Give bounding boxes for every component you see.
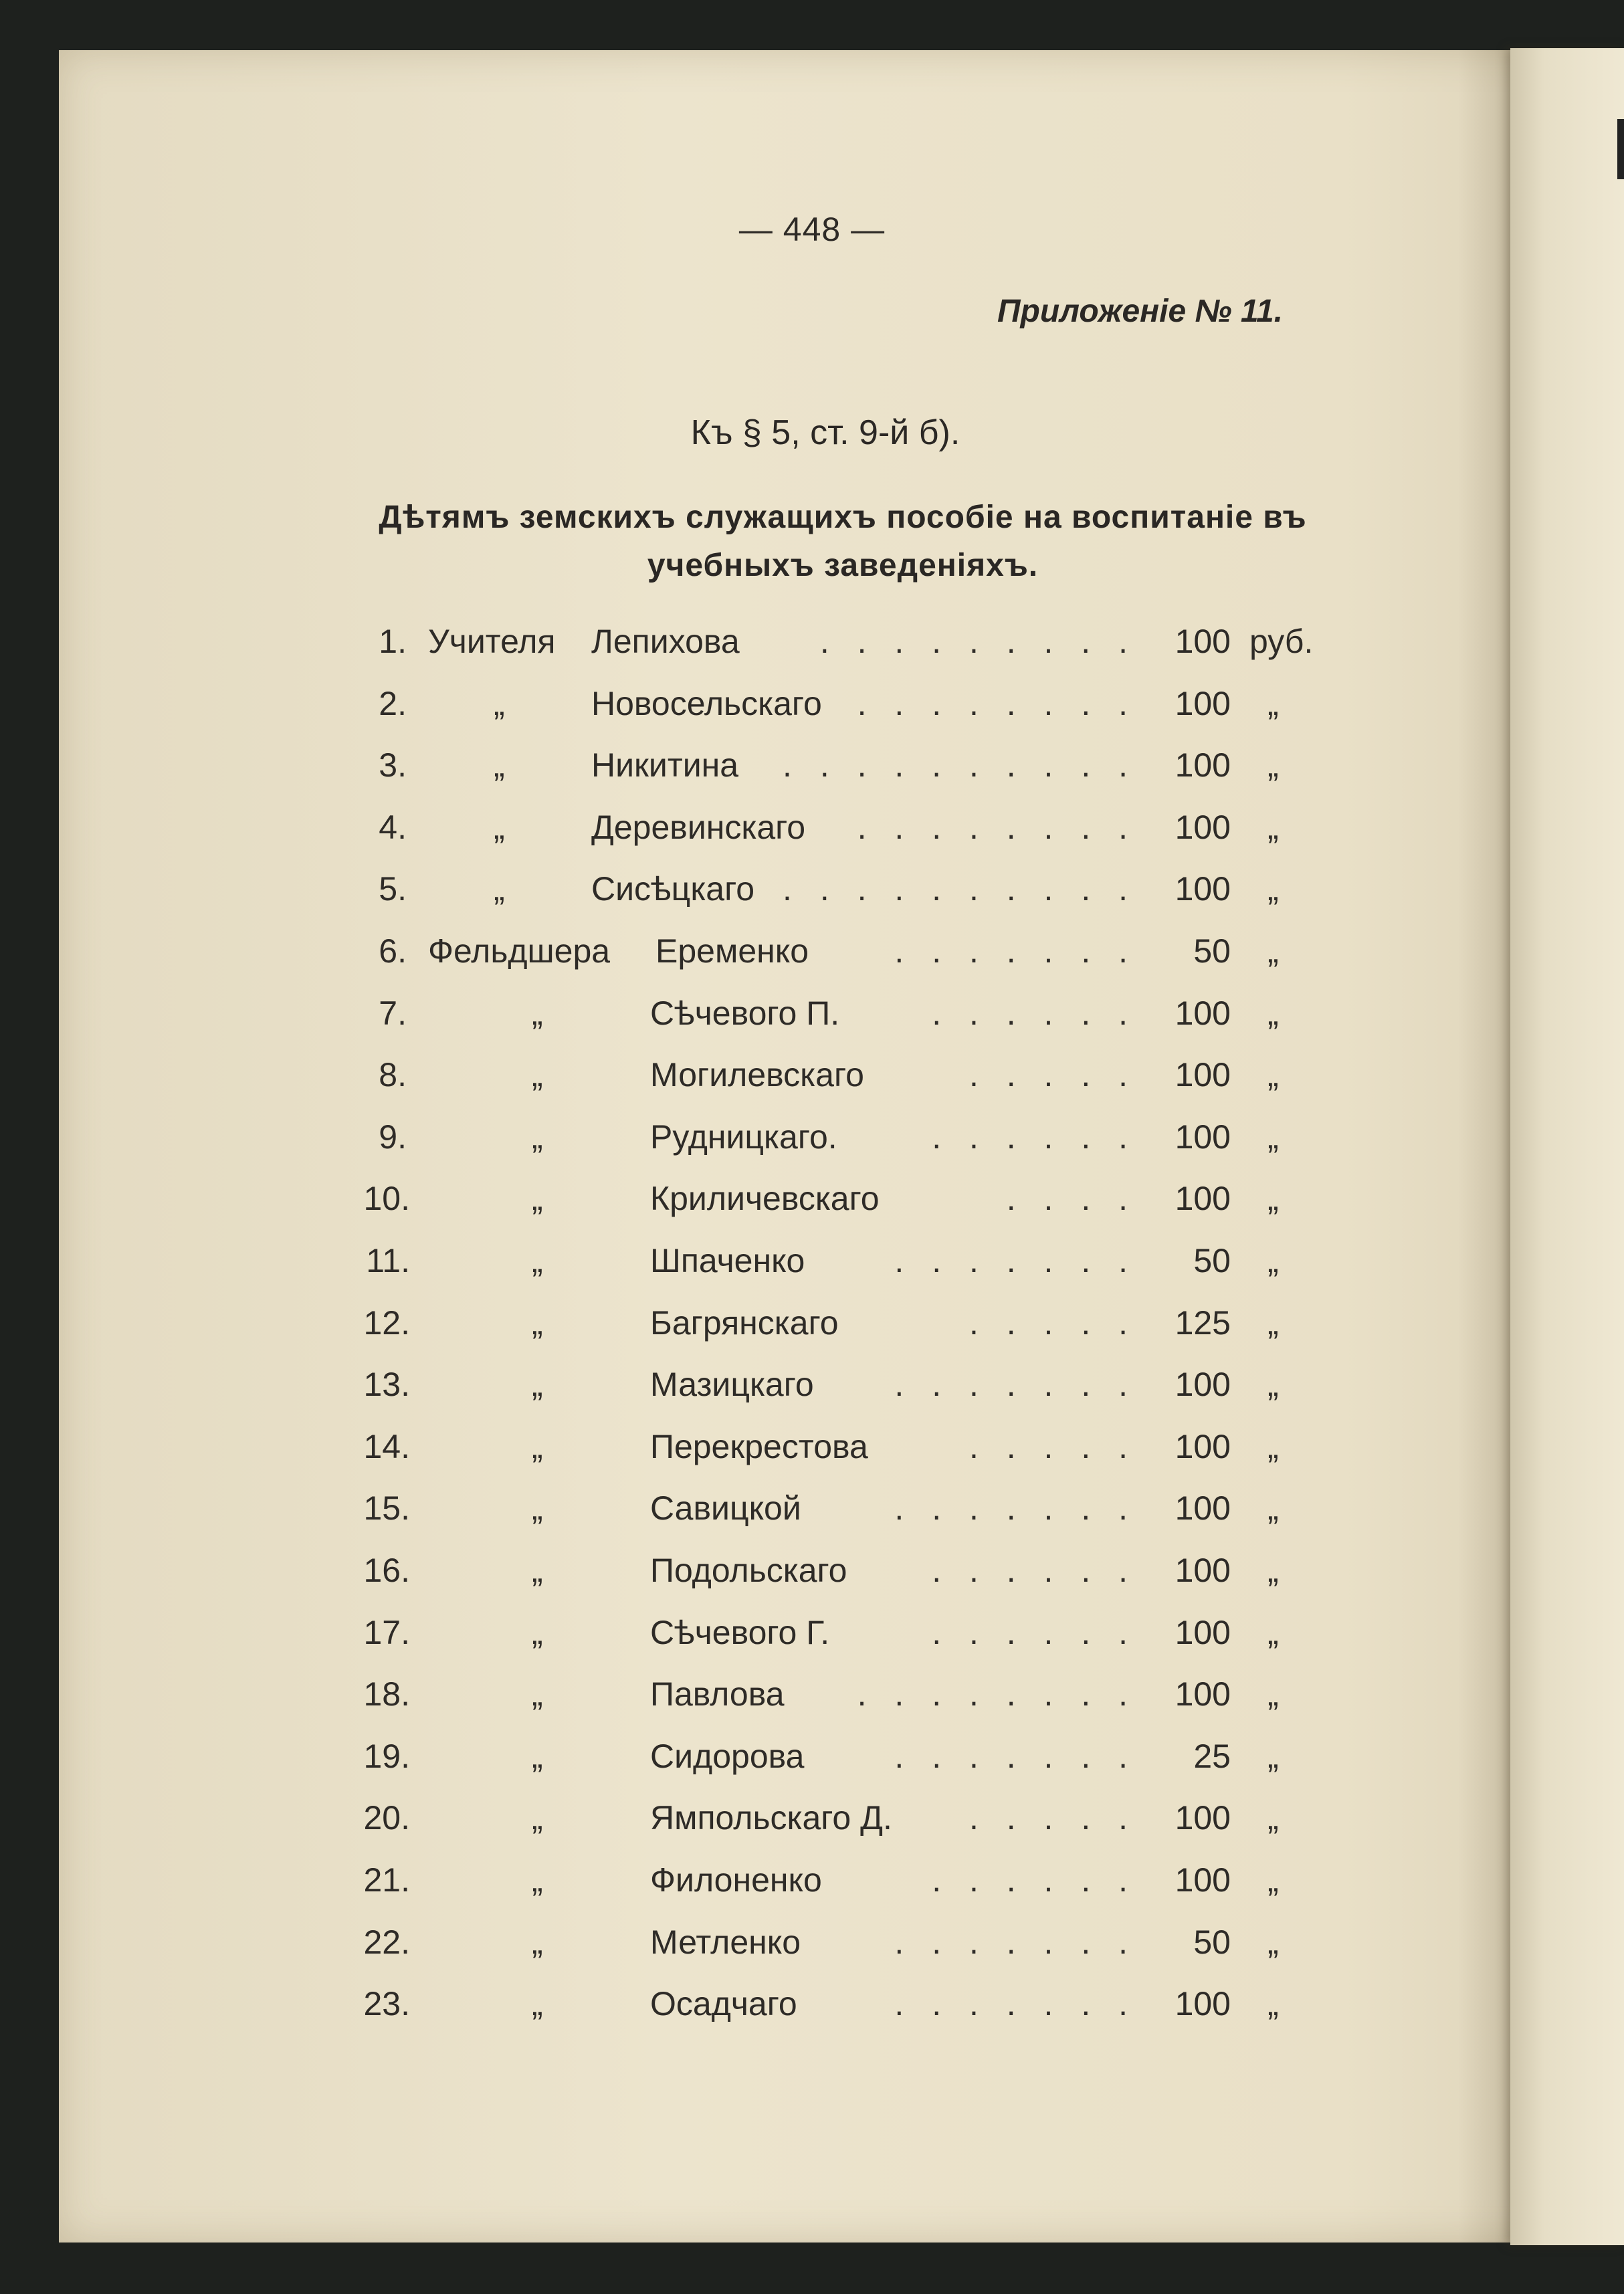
table-row [0,804,1624,851]
ditto-mark: „ [1267,1861,1279,1899]
row-amount: 100 [1175,808,1231,846]
leader-dots: . . . . . . . . [857,1675,1137,1713]
row-number: 11. [366,1242,410,1279]
ditto-mark: „ [532,1923,543,1961]
row-number: 13. [363,1366,410,1404]
leader-dots: . . . . . [969,1799,1137,1837]
row-name: Лепихова [591,623,740,660]
ditto-mark: „ [532,994,543,1032]
row-number: 19. [363,1737,410,1775]
leader-dots: . . . . . [969,1304,1137,1342]
table-row [0,1919,1624,1966]
row-name: Новосельскаго [591,684,822,722]
leader-dots: . . . . . . . [894,1366,1137,1404]
row-name: Никитина [591,746,739,785]
table-row [0,1361,1624,1408]
row-role: Учителя [428,623,556,660]
row-amount: 100 [1175,746,1231,785]
table-row [0,1857,1624,1903]
row-name: Рудницкаго. [650,1118,837,1156]
row-number: 9. [379,1118,407,1156]
ditto-mark: „ [532,1737,543,1775]
leader-dots: . . . . . . . [894,1489,1137,1528]
leader-dots: . . . . . . . . . . [783,746,1137,785]
row-amount: 100 [1175,1118,1231,1156]
row-number: 1. [379,623,407,660]
row-amount: 100 [1175,1180,1231,1218]
row-amount: 100 [1175,684,1231,722]
ditto-mark: „ [1267,1985,1279,2023]
table-heading [354,494,1331,590]
row-name: Сидорова [650,1737,805,1775]
heading-line-1: Дѣтямъ земскихъ служащихъ пособіе на воспитаніе въ [379,500,1307,535]
ditto-mark: „ [1267,1427,1279,1465]
leader-dots: . . . . . . [932,994,1137,1032]
table-row [0,1671,1624,1717]
ditto-mark: „ [1267,1923,1279,1961]
row-name: Мазицкаго [650,1366,814,1404]
table-row [0,1237,1624,1284]
leader-dots: . . . . . . [932,1552,1137,1589]
row-number: 6. [379,932,407,970]
leader-dots: . . . . . . . . [857,684,1137,722]
row-number: 8. [379,1056,407,1094]
ditto-mark: „ [532,1366,543,1404]
ditto-mark: „ [532,1242,543,1279]
row-name: Шпаченко [650,1242,805,1279]
ditto-mark: „ [1267,1180,1279,1218]
table-row [0,928,1624,974]
row-number: 18. [363,1675,410,1713]
ditto-mark: „ [532,1118,543,1156]
row-number: 2. [379,684,407,722]
row-name: Филоненко [650,1861,822,1899]
table-row [0,865,1624,912]
ditto-mark: „ [1267,1366,1279,1404]
ditto-mark: „ [532,1799,543,1837]
row-name: Еременко [655,932,809,970]
table-row [0,990,1624,1037]
row-number: 12. [363,1304,410,1342]
row-number: 22. [363,1923,410,1961]
row-name: Багрянскаго [650,1304,839,1342]
row-name: Могилевскаго [650,1056,864,1094]
row-amount: 125 [1175,1304,1231,1342]
leader-dots: . . . . . . . [894,1737,1137,1775]
ditto-mark: „ [532,1304,543,1342]
ditto-mark: „ [1267,932,1279,970]
row-amount: 100 [1175,1366,1231,1404]
section-reference: Къ § 5, ст. 9-й б). [690,413,960,452]
leader-dots: . . . . . [969,1056,1137,1094]
ditto-mark: „ [1267,746,1279,785]
row-amount: 100 [1175,1056,1231,1094]
table-row [0,1485,1624,1532]
row-name: Павлова [650,1675,785,1713]
ditto-mark: „ [1267,1056,1279,1094]
ditto-mark: „ [494,870,505,908]
row-amount: 100 [1175,1613,1231,1651]
leader-dots: . . . . [1006,1180,1137,1218]
row-amount: 100 [1175,1985,1231,2023]
leader-dots: . . . . . . . . . [819,623,1137,660]
ditto-mark: „ [1267,1242,1279,1279]
table-row [0,680,1624,727]
table-row [0,1299,1624,1346]
row-amount: 100 [1175,1489,1231,1528]
row-number: 23. [363,1985,410,2023]
ditto-mark: „ [1267,1304,1279,1342]
heading-line-2: учебныхъ заведеніяхъ. [647,548,1039,583]
next-page-mark [1617,119,1624,179]
ditto-mark: „ [1267,1613,1279,1651]
row-name: Подольскаго [650,1552,847,1589]
ditto-mark: „ [1267,1799,1279,1837]
row-name: Метленко [650,1923,801,1961]
row-number: 20. [363,1799,410,1837]
row-number: 15. [363,1489,410,1528]
row-role: Фельдшера [428,932,611,970]
ditto-mark: „ [1267,1737,1279,1775]
appendix-label: Приложеніе № 11. [997,294,1283,329]
leader-dots: . . . . . . . [894,1923,1137,1961]
row-number: 17. [363,1613,410,1651]
leader-dots: . . . . . . [932,1118,1137,1156]
table-row [0,1114,1624,1160]
row-name: Сѣчевого П. [650,994,840,1032]
leader-dots: . . . . . . . . [857,808,1137,846]
row-number: 10. [363,1180,410,1218]
leader-dots: . . . . . . . [894,932,1137,970]
ditto-mark: „ [532,1861,543,1899]
row-amount: 25 [1193,1737,1231,1775]
table-row [0,1547,1624,1594]
row-name: Ямпольскаго Д. [650,1799,892,1837]
ditto-mark: „ [532,1985,543,2023]
table-row [0,1609,1624,1656]
ditto-mark: „ [532,1489,543,1528]
table-row [0,1980,1624,2027]
row-number: 7. [379,994,407,1032]
ditto-mark: „ [494,808,505,846]
row-name: Деревинскаго [591,808,806,846]
leader-dots: . . . . . . [932,1861,1137,1899]
ditto-mark: „ [1267,808,1279,846]
ditto-mark: „ [494,684,505,722]
table-row [0,742,1624,789]
row-name: Перекрестова [650,1427,868,1465]
row-amount: 100 [1175,1861,1231,1899]
table-row [0,618,1624,665]
page-number: — 448 — [738,211,886,248]
row-amount: 50 [1193,1242,1231,1279]
row-number: 16. [363,1552,410,1589]
row-name: Криличевскаго [650,1180,880,1218]
row-number: 5. [379,870,407,908]
row-amount: 50 [1193,1923,1231,1961]
leader-dots: . . . . . [969,1427,1137,1465]
row-name: Сѣчевого Г. [650,1613,830,1651]
currency-unit: руб. [1249,623,1314,660]
row-name: Сисѣцкаго [591,870,755,908]
ditto-mark: „ [532,1552,543,1589]
leader-dots: . . . . . . [932,1613,1137,1651]
row-number: 3. [379,746,407,785]
row-number: 4. [379,808,407,846]
ditto-mark: „ [532,1180,543,1218]
table-row [0,1175,1624,1222]
row-amount: 100 [1175,1552,1231,1589]
row-amount: 100 [1175,1675,1231,1713]
ditto-mark: „ [1267,684,1279,722]
ditto-mark: „ [494,746,505,785]
leader-dots: . . . . . . . [894,1242,1137,1279]
ditto-mark: „ [1267,870,1279,908]
table-row [0,1051,1624,1098]
row-amount: 100 [1175,994,1231,1032]
table-row [0,1794,1624,1841]
ditto-mark: „ [1267,1489,1279,1528]
row-amount: 100 [1175,623,1231,660]
leader-dots: . . . . . . . . . . [783,870,1137,908]
ditto-mark: „ [1267,1675,1279,1713]
ditto-mark: „ [1267,1118,1279,1156]
row-amount: 100 [1175,870,1231,908]
ditto-mark: „ [532,1056,543,1094]
row-name: Осадчаго [650,1985,797,2023]
leader-dots: . . . . . . . [894,1985,1137,2023]
ditto-mark: „ [1267,1552,1279,1589]
ditto-mark: „ [532,1427,543,1465]
ditto-mark: „ [532,1613,543,1651]
row-amount: 100 [1175,1799,1231,1837]
row-number: 21. [363,1861,410,1899]
row-amount: 50 [1193,932,1231,970]
table-row [0,1733,1624,1780]
table-row [0,1423,1624,1470]
ditto-mark: „ [532,1675,543,1713]
row-number: 14. [363,1427,410,1465]
ditto-mark: „ [1267,994,1279,1032]
row-name: Савицкой [650,1489,801,1528]
row-amount: 100 [1175,1427,1231,1465]
